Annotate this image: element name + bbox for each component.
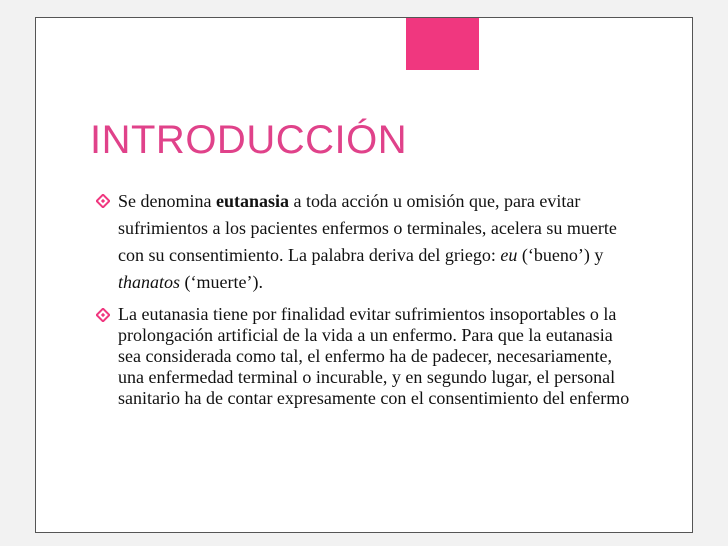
bullet-1-italic-eu: eu: [500, 245, 518, 265]
bullet-1-part-1: Se denomina: [118, 191, 216, 211]
bullet-1-italic-thanatos: thanatos: [118, 272, 181, 292]
bullet-text-1: [118, 191, 617, 292]
bullet-item-2: [96, 304, 636, 409]
bullet-1-part-5: (‘bueno’) y: [517, 245, 604, 265]
pink-diamond-bullet-icon: [96, 308, 110, 322]
pink-diamond-bullet-icon: [96, 194, 110, 208]
bullet-text-2: La eutanasia tiene por finalidad evitar sufrimientos insoportables o la prolongación artificial de la vida a un enfermo. Para que la eutanasia sea considerada como tal, el enfermo ha de padecer, necesariamente, una enfermedad terminal o incurable, y en segundo lugar, el personal sanitario ha de contar expresamente con el consentimiento del enfermo: [118, 304, 630, 408]
slide-title: INTRODUCCIÓN: [90, 118, 408, 162]
bullet-1-part-7: (‘muerte’).: [180, 272, 263, 292]
bullet-1-bold-term: eutanasia: [215, 191, 289, 211]
bullet-item-1: [96, 188, 636, 296]
accent-bar: [406, 18, 479, 70]
bullet-1-part-3: a toda acción u omisión que, para evitar sufrimientos a los pacientes enfermos o terminales, acelera su muerte con su consentimiento. La palabra deriva del griego:: [118, 191, 617, 265]
bullet-list: [96, 188, 636, 409]
